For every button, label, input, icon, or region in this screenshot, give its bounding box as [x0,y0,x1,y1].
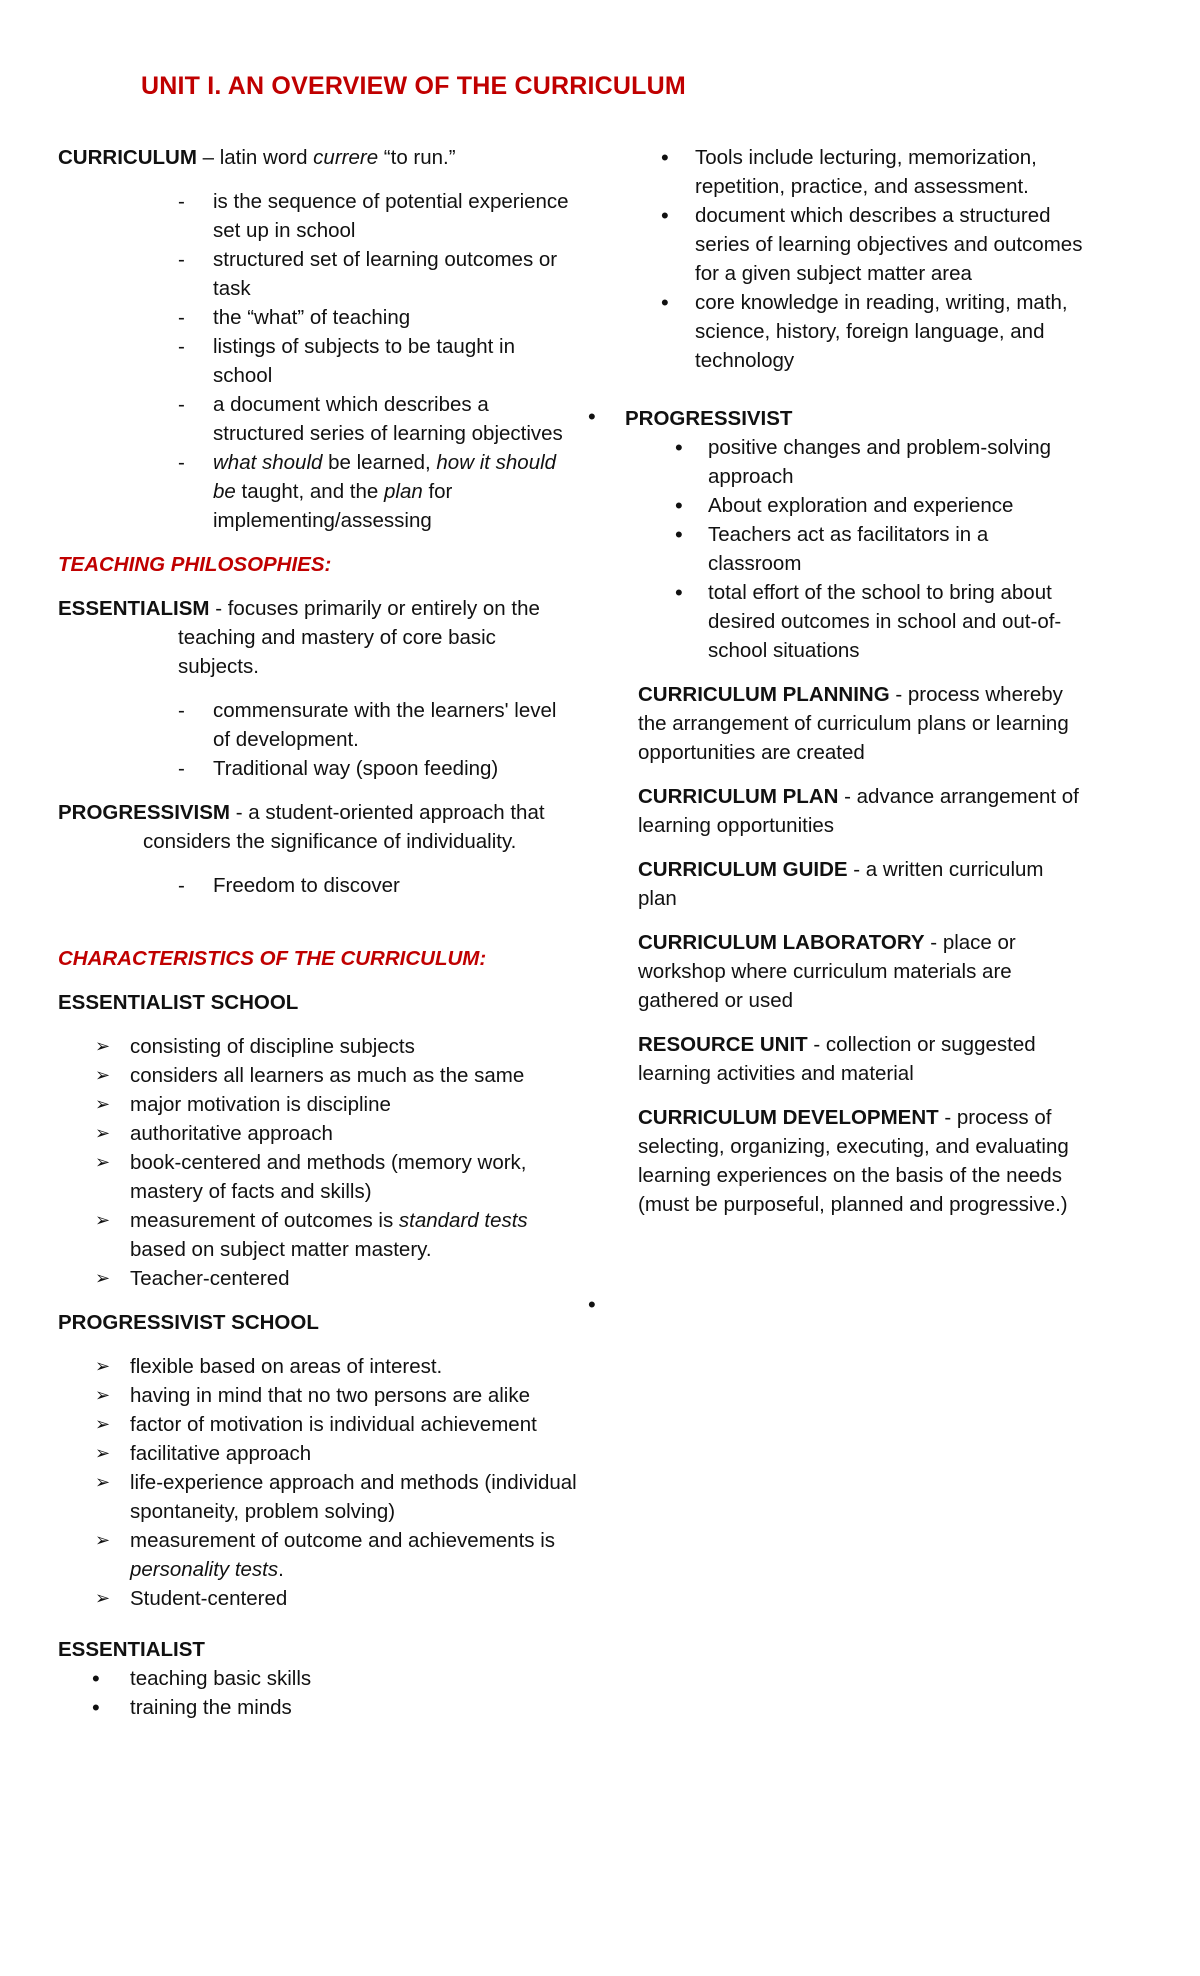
arrow-bullet-icon: ➢ [95,1065,111,1085]
arrow-bullet-icon: ➢ [95,1210,111,1230]
list-item: • Tools include lecturing, memorization, repetition, practice, and assessment. [661,145,1037,198]
list-item: - commensurate with the learners' level of development. [58,696,578,754]
arrow-bullet-icon: ➢ [95,1094,111,1114]
progressivist-school-list [58,1352,578,1613]
definition-curriculum-plan: CURRICULUM PLAN - advance arrangement of learning opportunities [638,785,1079,837]
bullet-icon: • [92,1666,100,1691]
progressivism-list [58,871,578,900]
bullet-icon: • [675,522,683,547]
list-item: ➢ facilitative approach [58,1439,578,1468]
arrow-bullet-icon: ➢ [95,1268,111,1288]
list-item: - is the sequence of potential experience set up in school [58,187,578,245]
bullet-icon: • [661,145,669,170]
list-item: ➢ considers all learners as much as the same [58,1061,578,1090]
list-item: ➢ Teacher-centered [58,1264,578,1293]
arrow-bullet-icon: ➢ [95,1588,111,1608]
definition-resource-unit: RESOURCE UNIT - collection or suggested learning activities and material [638,1033,1036,1085]
arrow-bullet-icon: ➢ [95,1530,111,1550]
list-item: - structured set of learning outcomes or task [58,245,578,303]
list-item: ➢ having in mind that no two persons are alike [58,1381,578,1410]
page-title: UNIT I. AN OVERVIEW OF THE CURRICULUM [141,72,686,100]
arrow-bullet-icon: ➢ [95,1152,111,1172]
progressivist-school-heading: PROGRESSIVIST SCHOOL [58,1311,319,1334]
list-item: ➢ book-centered and methods (memory work, mastery of facts and skills) [58,1148,578,1206]
list-item: • teaching basic skills [92,1666,312,1691]
right-column [625,143,1085,1219]
essentialism-definition: ESSENTIALISM - focuses primarily or entirely on the [58,597,540,620]
definition-curriculum-laboratory: CURRICULUM LABORATORY - place or workshop where curriculum materials are gathered or used [638,931,1016,1012]
list-item: ➢ flexible based on areas of interest. [58,1352,578,1381]
essentialism-list [58,696,578,783]
list-item: - listings of subjects to be taught in school [58,332,578,390]
list-item: ➢ major motivation is discipline [58,1090,578,1119]
bullet-icon: • [92,1695,100,1720]
list-item: • Teachers act as facilitators in a classroom [675,522,989,575]
bullet-icon: • [661,290,669,315]
list-item: - a document which describes a structured series of learning objectives [58,390,578,448]
curriculum-list [58,187,578,535]
list-item: - Freedom to discover [58,871,578,900]
list-item: • About exploration and experience [675,493,1014,518]
list-item: ➢ life-experience approach and methods (individual spontaneity, problem solving) [58,1468,578,1526]
characteristics-heading: CHARACTERISTICS OF THE CURRICULUM: [58,947,487,970]
arrow-bullet-icon: ➢ [95,1385,111,1405]
definition-curriculum-guide: CURRICULUM GUIDE - a written curriculum plan [638,858,1044,910]
teaching-philosophies-heading: TEACHING PHILOSOPHIES: [58,553,332,576]
stray-bullet-icon: • [588,1292,596,1317]
list-item: ➢ Student-centered [58,1584,578,1613]
arrow-bullet-icon: ➢ [95,1123,111,1143]
list-item: • training the minds [92,1695,292,1720]
definition-curriculum-planning: CURRICULUM PLANNING - process whereby the arrangement of curriculum plans or learning opportunities are created [638,683,1069,764]
progressivist-heading: PROGRESSIVIST [625,407,793,430]
list-item: ➢ consisting of discipline subjects [58,1032,578,1061]
essentialist-features-list [625,143,1085,375]
list-item: • total effort of the school to bring about desired outcomes in school and out-of-school situations [675,580,1062,662]
arrow-bullet-icon: ➢ [95,1443,111,1463]
bullet-icon: • [661,203,669,228]
list-item: • document which describes a structured series of learning objectives and outcomes for a given subject matter area [661,203,1083,285]
list-item: ➢ factor of motivation is individual achievement [58,1410,578,1439]
list-item: • positive changes and problem-solving approach [675,435,1052,488]
list-item: ➢ measurement of outcome and achievements is personality tests. [58,1526,578,1584]
list-item: - what should be learned, how it should be taught, and the plan for implementing/assessing [58,448,578,535]
essentialist-heading: ESSENTIALIST [58,1638,205,1661]
stray-bullet-icon: • [588,404,596,429]
list-item: • core knowledge in reading, writing, math, science, history, foreign language, and technology [661,290,1068,372]
bullet-icon: • [675,493,683,518]
essentialist-school-heading: ESSENTIALIST SCHOOL [58,991,299,1014]
essentialist-list [58,1664,578,1722]
progressivism-definition: PROGRESSIVISM - a student-oriented approach that [58,801,545,824]
progressivist-list [625,433,1085,665]
list-item: - the “what” of teaching [58,303,578,332]
bullet-icon: • [675,580,683,605]
definitions-block [625,665,1085,1219]
arrow-bullet-icon: ➢ [95,1472,111,1492]
list-item: ➢ authoritative approach [58,1119,578,1148]
curriculum-definition: CURRICULUM – latin word currere “to run.” [58,146,456,169]
definition-curriculum-development: CURRICULUM DEVELOPMENT - process of selecting, organizing, executing, and evaluating learning experiences on the basis of the needs (must be purposeful, planned and progressive.) [638,1106,1069,1216]
list-item: ➢ measurement of outcomes is standard tests based on subject matter mastery. [58,1206,578,1264]
arrow-bullet-icon: ➢ [95,1414,111,1434]
essentialist-school-list [58,1032,578,1293]
list-item: - Traditional way (spoon feeding) [58,754,578,783]
curriculum-term: CURRICULUM [58,146,197,169]
arrow-bullet-icon: ➢ [95,1036,111,1056]
bullet-icon: • [675,435,683,460]
arrow-bullet-icon: ➢ [95,1356,111,1376]
left-column: CURRICULUM – latin word currere “to run.” - is the sequence of potential experience set up in school - structured set of learning outcomes or task - the “what” of teaching - listings of subjects to be taught in school - a document which describes a structured series of learning objectives - what should be learned, how it should be taught, and the plan for implementing/assessing TEACHING PHILOSOPHIES: ESSENTIALISM - focuses primarily or entirely on the teaching and mastery of core basic subjects. - commensurate with the learners' level of development. - Traditional way (spoon feeding) PROGRESSIVISM - a student-oriented approach that considers the significance of individuality. - Freedom to discover CHARACTERISTICS OF THE CURRICULUM: ESSENTIALIST SCHOOL ➢ consisting of discipline subjects ➢ considers all learners as much as the same ➢ major motivation is discipline ➢ authoritative approach ➢ book-centered and methods (memory work, mastery of facts and skills) ➢ measurement of outcomes is standard tests based on subject matter mastery. ➢ Teacher-centered PROGRESSIVIST SCHOOL ➢ flexible based on areas of interest. ➢ having in mind that no two persons are alike ➢ factor of motivation is individual achievement ➢ facilitative approach ➢ life-experience approach and methods (individual spontaneity, problem solving) ➢ measurement of outcome and achievements is personality tests. ➢ Student-centered ESSENTIALIST • teaching basic skills • training the minds [58,143,578,1722]
